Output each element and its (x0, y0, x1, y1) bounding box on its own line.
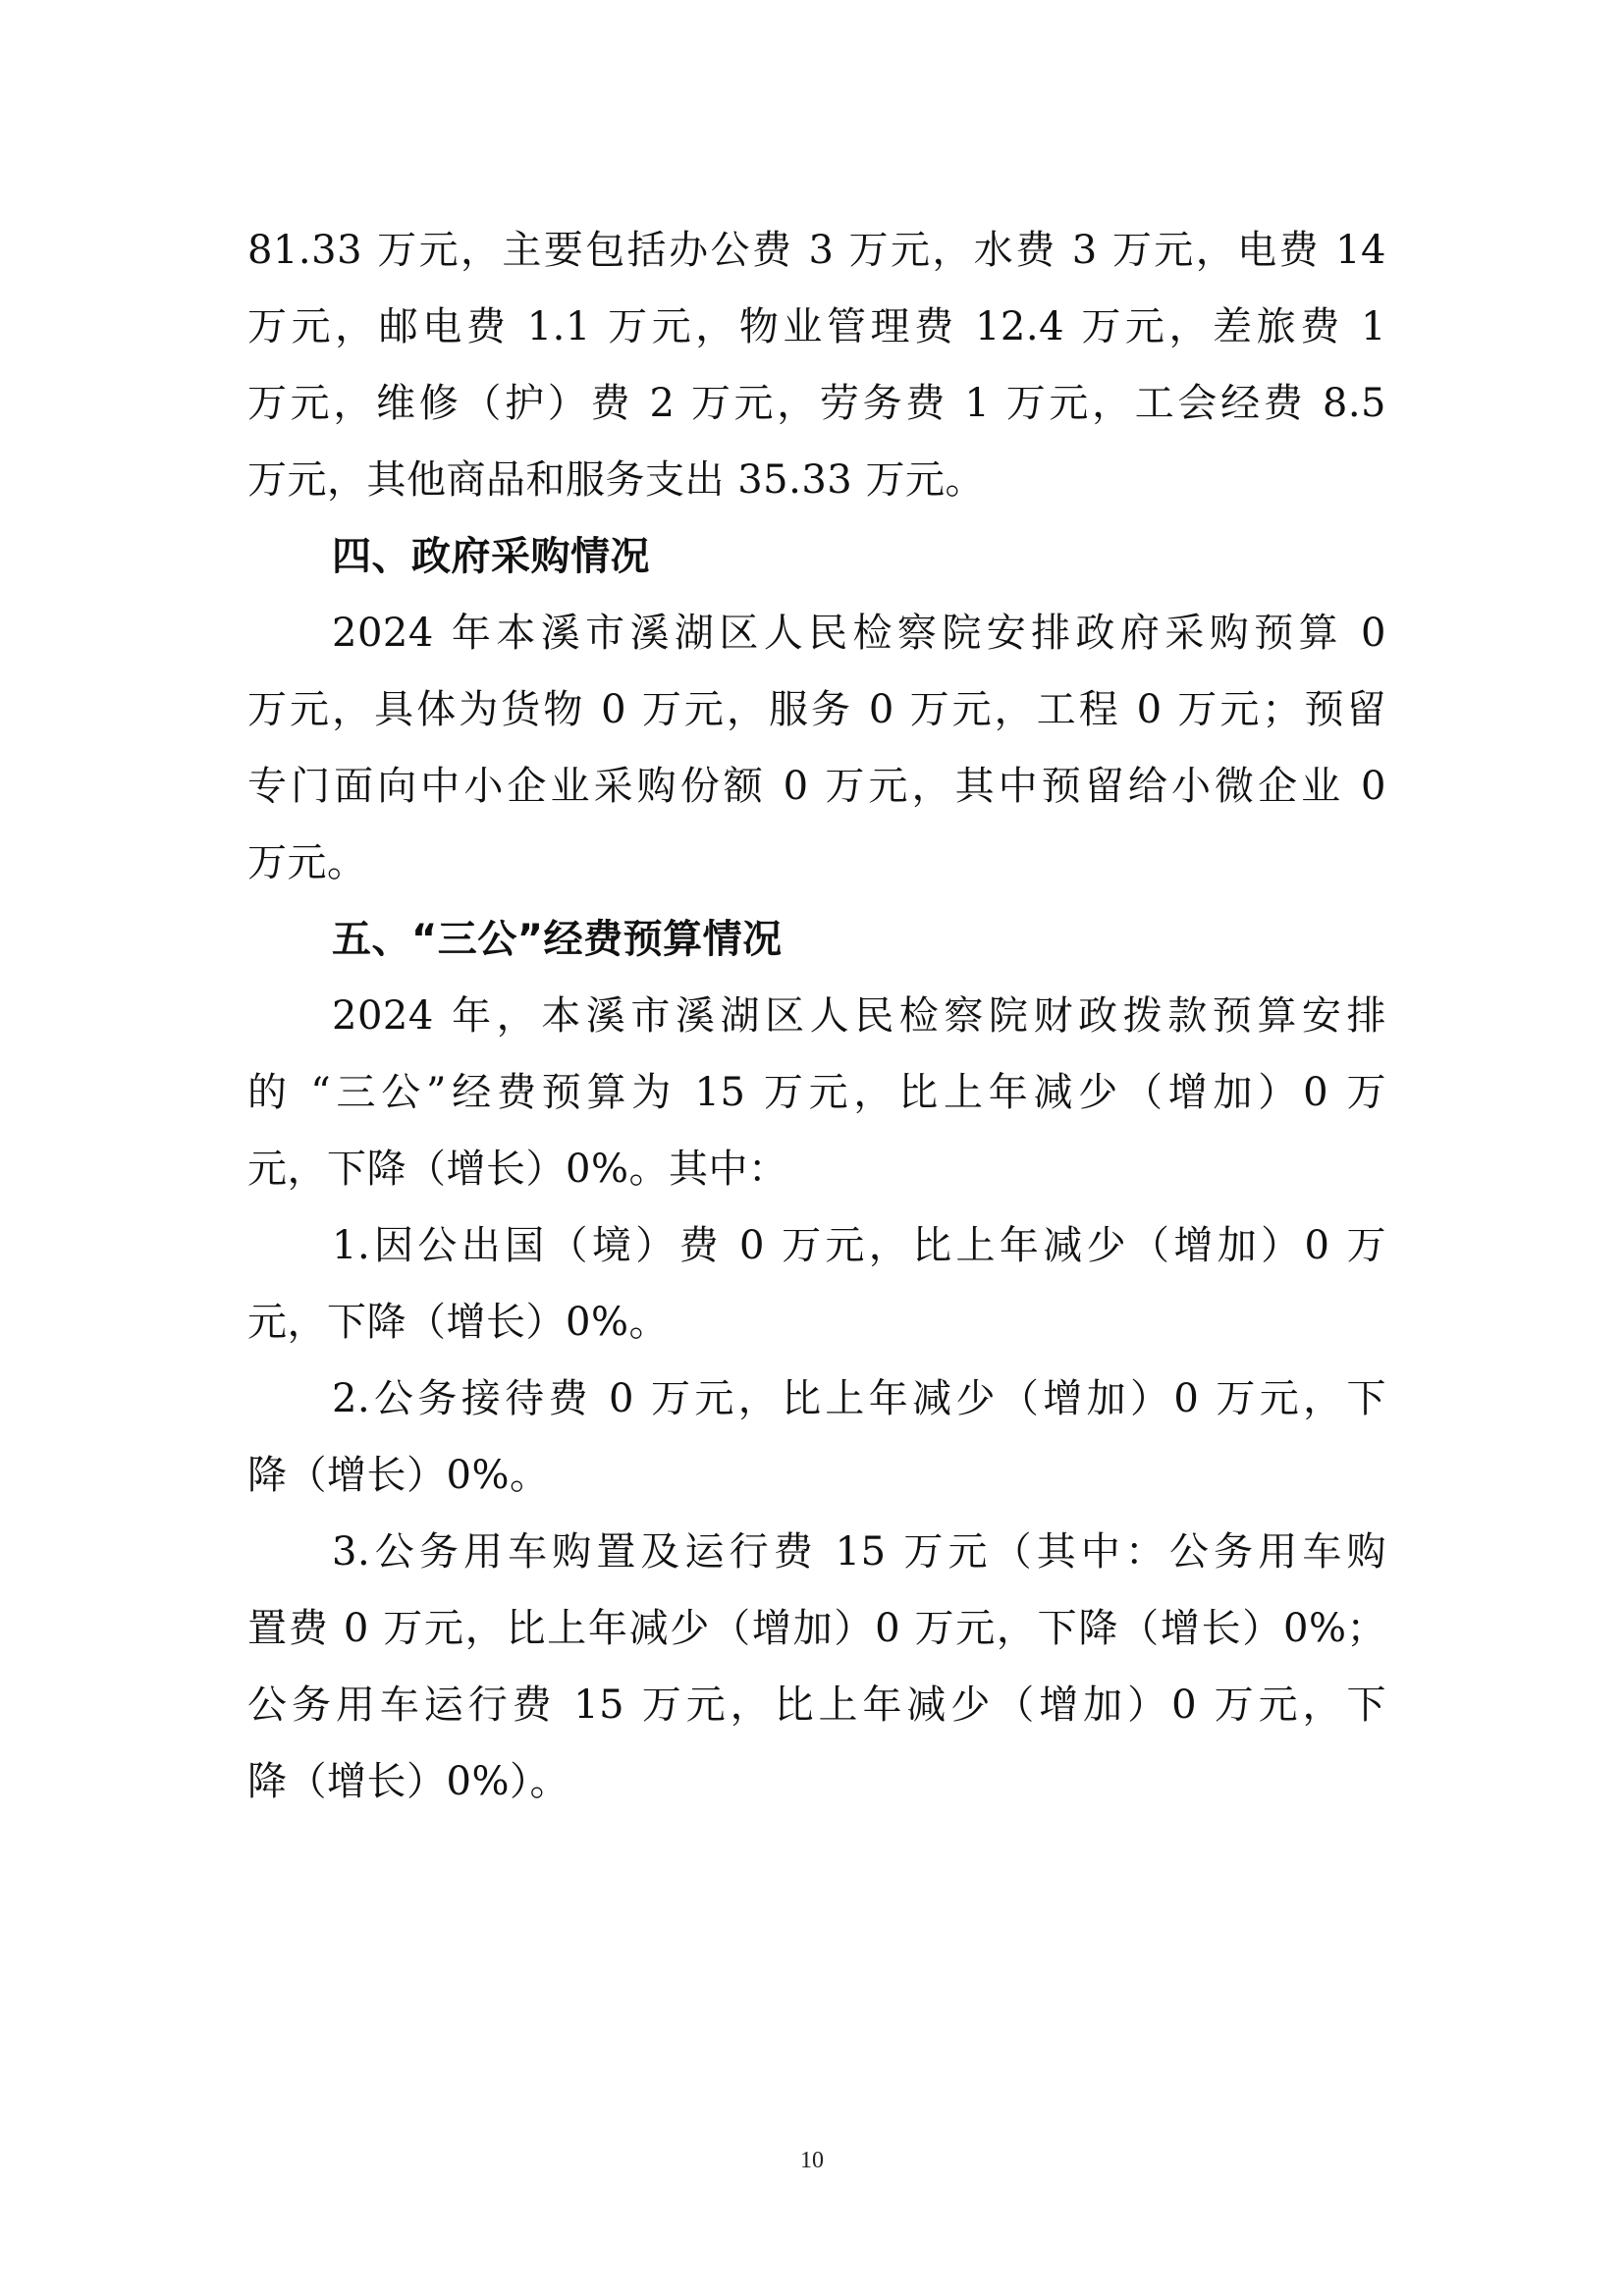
paragraph-item-vehicles (247, 1514, 1386, 1820)
text-line: 2024 年本溪市溪湖区人民检察院安排政府采购预算 0 (332, 611, 1386, 656)
paragraph-item-overseas (247, 1207, 1386, 1361)
text-line: 公务用车运行费 15 万元，比上年减少（增加）0 万元，下 (247, 1682, 1386, 1728)
page-content (247, 212, 1386, 1820)
text-line: 3.公务用车购置及运行费 15 万元（其中：公务用车购 (332, 1529, 1386, 1575)
text-line: 专门面向中小企业采购份额 0 万元，其中预留给小微企业 0 (247, 764, 1386, 809)
paragraph-expense-details (247, 212, 1386, 518)
text-line: 置费 0 万元，比上年减少（增加）0 万元，下降（增长）0%； (247, 1606, 1386, 1651)
text-line: 万元。 (247, 840, 367, 885)
text-line: 万元，邮电费 1.1 万元，物业管理费 12.4 万元，差旅费 1 (247, 304, 1386, 349)
text-line: 元，下降（增长）0%。 (247, 1300, 669, 1345)
text-line: 2024 年，本溪市溪湖区人民检察院财政拨款预算安排 (332, 993, 1386, 1039)
paragraph-procurement (247, 595, 1386, 901)
text-line: 降（增长）0%。 (247, 1453, 550, 1498)
text-line: 降（增长）0%）。 (247, 1759, 569, 1804)
paragraph-item-reception (247, 1361, 1386, 1514)
section-heading-procurement: 四、政府采购情况 (332, 534, 650, 579)
text-line: 的 “三公”经费预算为 15 万元，比上年减少（增加）0 万 (247, 1070, 1386, 1115)
text-line: 万元，维修（护）费 2 万元，劳务费 1 万元，工会经费 8.5 (247, 381, 1386, 426)
section-heading-three-public: 五、“三公”经费预算情况 (332, 917, 783, 962)
text-line: 81.33 万元，主要包括办公费 3 万元，水费 3 万元，电费 14 (247, 228, 1386, 273)
text-line: 1.因公出国（境）费 0 万元，比上年减少（增加）0 万 (332, 1223, 1386, 1268)
text-line: 元，下降（增长）0%。其中： (247, 1147, 788, 1192)
text-line: 万元，具体为货物 0 万元，服务 0 万元，工程 0 万元；预留 (247, 687, 1386, 732)
page-number: 10 (800, 2148, 824, 2173)
paragraph-three-public-overview (247, 978, 1386, 1207)
text-line: 2.公务接待费 0 万元，比上年减少（增加）0 万元，下 (332, 1376, 1386, 1421)
text-line: 万元，其他商品和服务支出 35.33 万元。 (247, 457, 985, 503)
